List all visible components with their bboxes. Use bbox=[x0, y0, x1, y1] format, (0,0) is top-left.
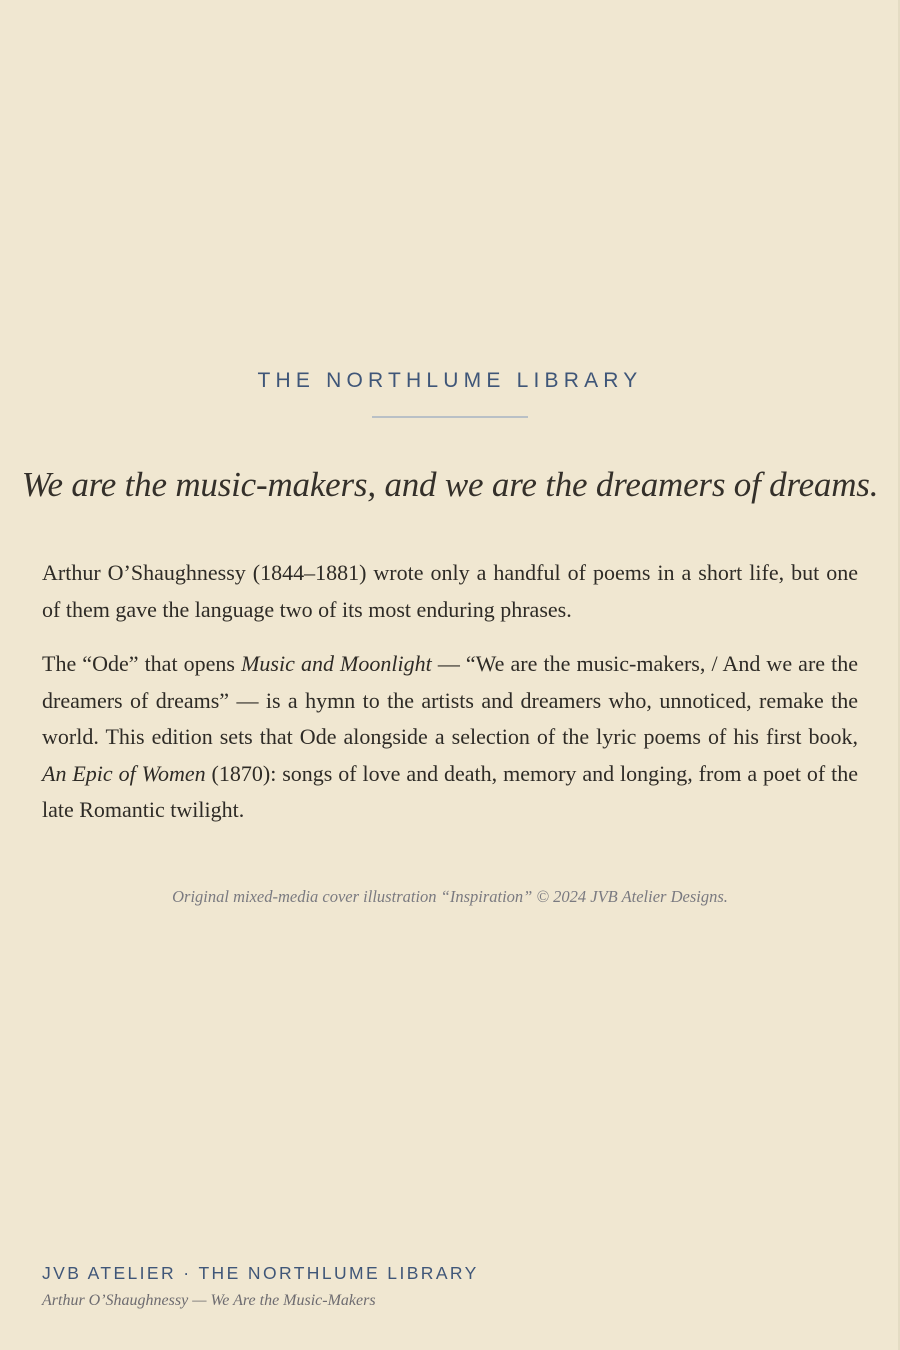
description-paragraph bbox=[42, 646, 858, 829]
intro-paragraph: Arthur O’Shaughnessy (1844–1881) wrote only a handful of poems in a short life, but one of them gave the language two of its most enduring phrases. bbox=[42, 560, 858, 622]
cover-credit: Original mixed-media cover illustration “Inspiration” © 2024 JVB Atelier Designs. bbox=[172, 887, 728, 906]
description-middle: — “We are the music-makers, / And we are the dreamers of dreams” — is a hymn to the artists and dreamers who, unnoticed, remake the world. This edition sets that Ode alongside a selection of the lyric poems of his first book, bbox=[42, 651, 859, 749]
series-name-heading: THE NORTHLUME LIBRARY bbox=[257, 369, 643, 392]
book-title-music-and-moonlight: Music and Moonlight bbox=[241, 651, 432, 676]
divider-rule bbox=[372, 416, 528, 418]
epigraph-quote: We are the music-makers, and we are the dreamers of dreams. bbox=[21, 465, 879, 504]
footer-series-line: JVB ATELIER · THE NORTHLUME LIBRARY bbox=[42, 1263, 479, 1283]
description-lead: The “Ode” that opens bbox=[42, 651, 242, 676]
footer-title-line: Arthur O’Shaughnessy — We Are the Music-Makers bbox=[42, 1292, 376, 1309]
description-tail: (1870): songs of love and death, memory and longing, from a poet of the late Romantic twilight. bbox=[42, 760, 858, 822]
book-title-epic-of-women: An Epic of Women bbox=[42, 760, 206, 786]
